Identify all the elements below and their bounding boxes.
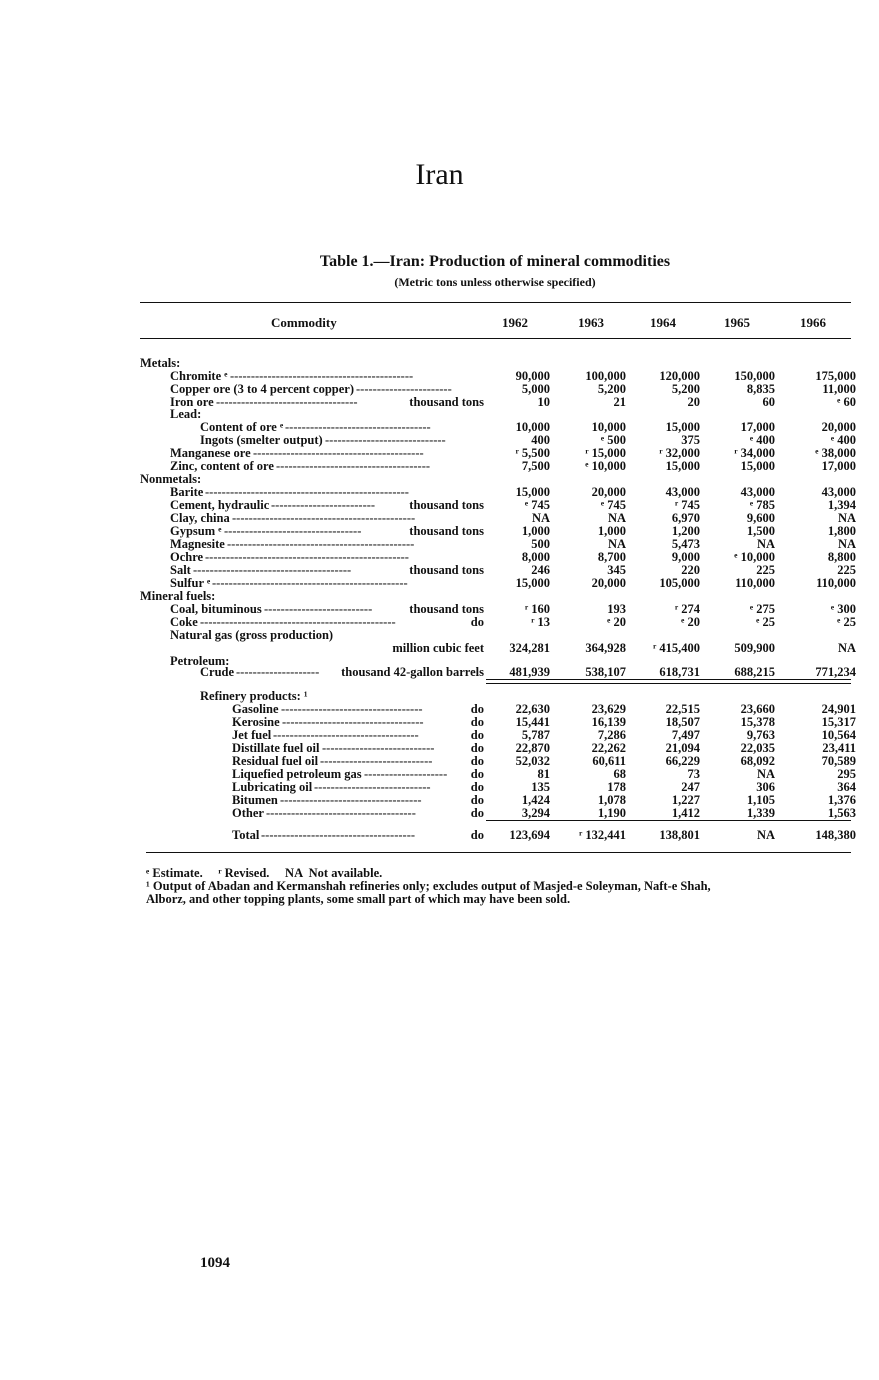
- header-bottom-rule: [140, 338, 851, 339]
- footnote-1-cont: Alborz, and other topping plants, some small part of which may have been sold.: [146, 892, 571, 906]
- value-cell: ʳ 5,500: [515, 446, 550, 460]
- value-cell: 1,563: [827, 806, 856, 820]
- row-label: Lead:: [170, 407, 202, 421]
- row-unit: do: [470, 615, 484, 629]
- value-cell: 20,000: [821, 420, 856, 434]
- row-label: Jet fuel: [232, 728, 272, 742]
- value-cell: 225: [756, 563, 775, 577]
- value-cell: 105,000: [659, 576, 700, 590]
- value-cell: 178: [607, 780, 626, 794]
- value-cell: ᵉ 745: [600, 498, 626, 512]
- row-unit: million cubic feet: [392, 641, 484, 655]
- table-row: [0, 616, 879, 629]
- row-label: Other: [232, 806, 264, 820]
- value-cell: 306: [756, 780, 775, 794]
- value-cell: 8,800: [827, 550, 856, 564]
- value-cell: 52,032: [515, 754, 550, 768]
- value-cell: 1,500: [746, 524, 775, 538]
- value-cell: 193: [607, 602, 626, 616]
- header-1965: 1965: [724, 315, 750, 330]
- value-cell: 70,589: [821, 754, 856, 768]
- row-unit: thousand tons: [409, 498, 484, 512]
- value-cell: 481,939: [509, 665, 550, 679]
- row-label: Gypsum ᵉ: [170, 524, 222, 538]
- value-cell: 68: [613, 767, 626, 781]
- value-cell: 90,000: [515, 369, 550, 383]
- value-cell: 18,507: [665, 715, 700, 729]
- value-cell: 1,339: [746, 806, 775, 820]
- value-cell: NA: [756, 767, 775, 781]
- row-label: Total: [232, 828, 260, 842]
- value-cell: 15,000: [665, 420, 700, 434]
- value-cell: ᵉ 25: [756, 615, 775, 629]
- value-cell: 22,630: [515, 702, 550, 716]
- value-cell: 135: [531, 780, 550, 794]
- row-label: Gasoline: [232, 702, 279, 716]
- value-cell: ᵉ 785: [749, 498, 775, 512]
- value-cell: 21,094: [665, 741, 700, 755]
- value-cell: 364,928: [585, 641, 626, 655]
- table-row: [0, 829, 879, 842]
- header-1964: 1964: [650, 315, 676, 330]
- value-cell: 22,262: [591, 741, 626, 755]
- value-cell: ᵉ 10,000: [585, 459, 626, 473]
- row-label: Liquefied petroleum gas: [232, 767, 362, 781]
- row-label: Coke: [170, 615, 198, 629]
- value-cell: ᵉ 745: [524, 498, 550, 512]
- value-cell: 15,378: [740, 715, 775, 729]
- table-row: [0, 807, 879, 820]
- leader-dots: ----------------------------------: [216, 396, 358, 409]
- crude-double-rule-1: [486, 679, 851, 680]
- value-cell: 22,035: [740, 741, 775, 755]
- row-label: Petroleum:: [170, 654, 230, 668]
- value-cell: NA: [837, 641, 856, 655]
- row-label: Chromite ᵉ: [170, 369, 228, 383]
- leader-dots: --------------------: [236, 666, 320, 679]
- footnote-legend: ᵉ Estimate. ʳ Revised. NA Not available.: [146, 866, 383, 880]
- row-label: Metals:: [140, 356, 181, 370]
- value-cell: 81: [537, 767, 550, 781]
- row-unit: do: [470, 767, 484, 781]
- value-cell: 11,000: [822, 382, 856, 396]
- value-cell: 15,000: [515, 485, 550, 499]
- value-cell: 175,000: [815, 369, 856, 383]
- leader-dots: -----------------------------------------: [253, 447, 424, 460]
- table-row: [0, 525, 879, 538]
- value-cell: 120,000: [659, 369, 700, 383]
- header-commodity: Commodity: [271, 315, 337, 330]
- leader-dots: ---------------------------------------------: [227, 538, 415, 551]
- value-cell: 20: [687, 395, 700, 409]
- value-cell: 1,000: [597, 524, 626, 538]
- row-unit: do: [470, 806, 484, 820]
- value-cell: 771,234: [815, 665, 856, 679]
- row-unit: do: [470, 741, 484, 755]
- table-row: [0, 577, 879, 590]
- value-cell: 17,000: [821, 459, 856, 473]
- value-cell: ᵉ 38,000: [815, 446, 856, 460]
- row-unit: do: [470, 728, 484, 742]
- value-cell: ʳ 34,000: [734, 446, 775, 460]
- row-label: Distillate fuel oil: [232, 741, 320, 755]
- value-cell: ᵉ 500: [600, 433, 626, 447]
- value-cell: 150,000: [734, 369, 775, 383]
- value-cell: 1,424: [521, 793, 550, 807]
- leader-dots: -------------------------------------: [261, 829, 416, 842]
- table-row: [0, 421, 879, 434]
- crude-double-rule-2: [486, 683, 851, 684]
- value-cell: 23,411: [822, 741, 856, 755]
- row-label: Lubricating oil: [232, 780, 313, 794]
- row-label: Kerosine: [232, 715, 280, 729]
- row-label: Clay, china: [170, 511, 230, 525]
- value-cell: 10,000: [515, 420, 550, 434]
- row-label: Residual fuel oil: [232, 754, 319, 768]
- table-row: [0, 642, 879, 655]
- leader-dots: --------------------------------------------: [232, 512, 416, 525]
- value-cell: 247: [681, 780, 700, 794]
- value-cell: 73: [687, 767, 700, 781]
- leader-dots: ----------------------------: [314, 781, 431, 794]
- row-label: Barite: [170, 485, 204, 499]
- row-unit: do: [470, 828, 484, 842]
- header-1963: 1963: [578, 315, 604, 330]
- value-cell: 324,281: [509, 641, 550, 655]
- value-cell: ᵉ 60: [837, 395, 856, 409]
- value-cell: 17,000: [740, 420, 775, 434]
- leader-dots: --------------------------------------: [193, 564, 352, 577]
- leader-dots: ---------------------------: [320, 755, 433, 768]
- leader-dots: -----------------------------------: [285, 421, 431, 434]
- value-cell: 1,190: [597, 806, 626, 820]
- value-cell: 43,000: [821, 485, 856, 499]
- value-cell: 9,763: [746, 728, 775, 742]
- footnote-1: ¹ Output of Abadan and Kermanshah refineries only; excludes output of Masjed-e Soleyman, Naft-e Shah,: [146, 879, 711, 893]
- value-cell: 68,092: [740, 754, 775, 768]
- row-label: Ochre: [170, 550, 204, 564]
- leader-dots: -------------------------------------------------: [205, 551, 409, 564]
- value-cell: 1,200: [671, 524, 700, 538]
- row-label: Magnesite: [170, 537, 225, 551]
- row-unit: thousand tons: [409, 563, 484, 577]
- value-cell: 1,394: [827, 498, 856, 512]
- leader-dots: ---------------------------------: [224, 525, 362, 538]
- value-cell: 110,000: [816, 576, 856, 590]
- leader-dots: --------------------------: [264, 603, 373, 616]
- value-cell: ᵉ 300: [830, 602, 856, 616]
- value-cell: 8,000: [521, 550, 550, 564]
- value-cell: 7,497: [671, 728, 700, 742]
- table-row: [0, 603, 879, 616]
- table-title: Table 1.—Iran: Production of mineral commodities: [319, 253, 671, 270]
- header-1966: 1966: [800, 315, 826, 330]
- value-cell: ᵉ 10,000: [734, 550, 775, 564]
- value-cell: 538,107: [585, 665, 626, 679]
- leader-dots: ---------------------------: [322, 742, 435, 755]
- value-cell: 20,000: [591, 576, 626, 590]
- value-cell: 225: [837, 563, 856, 577]
- value-cell: NA: [837, 537, 856, 551]
- value-cell: 60: [762, 395, 775, 409]
- page-title: Iran: [415, 158, 464, 191]
- value-cell: 1,227: [671, 793, 700, 807]
- value-cell: 400: [531, 433, 550, 447]
- value-cell: 23,629: [591, 702, 626, 716]
- value-cell: 618,731: [659, 665, 700, 679]
- total-rule: [486, 820, 851, 821]
- value-cell: 1,000: [521, 524, 550, 538]
- row-label: Iron ore: [170, 395, 214, 409]
- value-cell: 8,700: [597, 550, 626, 564]
- value-cell: 15,441: [515, 715, 550, 729]
- value-cell: 5,787: [521, 728, 550, 742]
- row-label: Manganese ore: [170, 446, 251, 460]
- value-cell: ʳ 32,000: [659, 446, 700, 460]
- row-label: Copper ore (3 to 4 percent copper): [170, 382, 354, 396]
- value-cell: 9,000: [671, 550, 700, 564]
- value-cell: 5,200: [597, 382, 626, 396]
- row-label: Nonmetals:: [140, 472, 202, 486]
- leader-dots: ----------------------------------: [281, 703, 423, 716]
- value-cell: ʳ 160: [524, 602, 550, 616]
- row-label: Cement, hydraulic: [170, 498, 270, 512]
- value-cell: 10,000: [591, 420, 626, 434]
- value-cell: 7,500: [521, 459, 550, 473]
- value-cell: 60,611: [592, 754, 626, 768]
- row-unit: do: [470, 702, 484, 716]
- value-cell: 345: [607, 563, 626, 577]
- row-unit: thousand tons: [409, 395, 484, 409]
- value-cell: ʳ 13: [531, 615, 550, 629]
- row-label: Bitumen: [232, 793, 278, 807]
- value-cell: ʳ 132,441: [579, 828, 626, 842]
- value-cell: 688,215: [734, 665, 775, 679]
- value-cell: 1,412: [671, 806, 700, 820]
- leader-dots: -------------------------------------: [276, 460, 431, 473]
- value-cell: 5,473: [671, 537, 700, 551]
- table-subtitle: (Metric tons unless otherwise specified): [394, 275, 596, 289]
- value-cell: 246: [531, 563, 550, 577]
- value-cell: 1,800: [827, 524, 856, 538]
- value-cell: NA: [607, 537, 626, 551]
- value-cell: NA: [756, 537, 775, 551]
- value-cell: 364: [837, 780, 856, 794]
- row-label: Mineral fuels:: [140, 589, 216, 603]
- value-cell: NA: [756, 828, 775, 842]
- leader-dots: ----------------------------------: [282, 716, 424, 729]
- value-cell: 16,139: [591, 715, 626, 729]
- row-label: Coal, bituminous: [170, 602, 262, 616]
- value-cell: 509,900: [734, 641, 775, 655]
- value-cell: ʳ 274: [674, 602, 700, 616]
- leader-dots: -----------------------: [356, 383, 452, 396]
- leader-dots: -----------------------------------------------: [200, 616, 396, 629]
- value-cell: ᵉ 400: [749, 433, 775, 447]
- table-row: [0, 768, 879, 781]
- value-cell: 15,000: [740, 459, 775, 473]
- value-cell: ʳ 15,000: [585, 446, 626, 460]
- value-cell: 15,317: [821, 715, 856, 729]
- value-cell: 21: [613, 395, 626, 409]
- value-cell: ᵉ 20: [681, 615, 700, 629]
- value-cell: 22,870: [515, 741, 550, 755]
- row-unit: do: [470, 715, 484, 729]
- value-cell: 10: [537, 395, 550, 409]
- value-cell: 7,286: [597, 728, 626, 742]
- row-unit: do: [470, 780, 484, 794]
- value-cell: 220: [681, 563, 700, 577]
- value-cell: 3,294: [521, 806, 550, 820]
- row-label: Content of ore ᵉ: [200, 420, 284, 434]
- table-row: [0, 460, 879, 473]
- row-label: Salt: [170, 563, 191, 577]
- value-cell: ʳ 745: [674, 498, 700, 512]
- row-label: Ingots (smelter output): [200, 433, 323, 447]
- leader-dots: ------------------------------------: [266, 807, 416, 820]
- value-cell: 9,600: [746, 511, 775, 525]
- value-cell: ᵉ 400: [830, 433, 856, 447]
- value-cell: NA: [837, 511, 856, 525]
- leader-dots: -------------------------------------------------: [205, 486, 409, 499]
- value-cell: 5,200: [671, 382, 700, 396]
- value-cell: 66,229: [665, 754, 700, 768]
- value-cell: 43,000: [740, 485, 775, 499]
- value-cell: 6,970: [671, 511, 700, 525]
- value-cell: ᵉ 25: [837, 615, 856, 629]
- row-unit: thousand tons: [409, 602, 484, 616]
- leader-dots: --------------------------------------------: [230, 370, 414, 383]
- value-cell: 295: [837, 767, 856, 781]
- value-cell: NA: [531, 511, 550, 525]
- table-row: [0, 755, 879, 768]
- value-cell: 22,515: [665, 702, 700, 716]
- value-cell: 148,380: [815, 828, 856, 842]
- value-cell: 24,901: [821, 702, 856, 716]
- value-cell: 5,000: [521, 382, 550, 396]
- table-bottom-rule: [146, 852, 851, 853]
- value-cell: ᵉ 20: [607, 615, 626, 629]
- value-cell: 138,801: [659, 828, 700, 842]
- value-cell: 10,564: [821, 728, 856, 742]
- page-number: 1094: [200, 1255, 230, 1271]
- leader-dots: -------------------------: [271, 499, 376, 512]
- value-cell: 8,835: [746, 382, 775, 396]
- row-label: Refinery products: ¹: [200, 689, 308, 703]
- value-cell: 500: [531, 537, 550, 551]
- row-label: Sulfur ᵉ: [170, 576, 211, 590]
- value-cell: 1,078: [597, 793, 626, 807]
- value-cell: 1,376: [827, 793, 856, 807]
- row-label: Natural gas (gross production): [170, 628, 334, 642]
- leader-dots: -----------------------------------------------: [212, 577, 408, 590]
- value-cell: 15,000: [515, 576, 550, 590]
- row-unit: thousand 42-gallon barrels: [341, 665, 484, 679]
- value-cell: 1,105: [746, 793, 775, 807]
- value-cell: 20,000: [591, 485, 626, 499]
- row-label: Zinc, content of ore: [170, 459, 274, 473]
- table-top-rule: [140, 302, 851, 303]
- value-cell: 123,694: [509, 828, 550, 842]
- row-unit: thousand tons: [409, 524, 484, 538]
- value-cell: 110,000: [735, 576, 775, 590]
- row-label: Crude: [200, 665, 235, 679]
- value-cell: ᵉ 275: [749, 602, 775, 616]
- row-unit: do: [470, 793, 484, 807]
- row-unit: do: [470, 754, 484, 768]
- value-cell: ʳ 415,400: [653, 641, 700, 655]
- value-cell: NA: [607, 511, 626, 525]
- value-cell: 23,660: [740, 702, 775, 716]
- value-cell: 375: [681, 433, 700, 447]
- leader-dots: -----------------------------------: [273, 729, 419, 742]
- table-row: [0, 666, 879, 679]
- leader-dots: -----------------------------: [325, 434, 446, 447]
- value-cell: 15,000: [665, 459, 700, 473]
- header-1962: 1962: [502, 315, 528, 330]
- leader-dots: ----------------------------------: [280, 794, 422, 807]
- value-cell: 43,000: [665, 485, 700, 499]
- leader-dots: --------------------: [364, 768, 448, 781]
- value-cell: 100,000: [585, 369, 626, 383]
